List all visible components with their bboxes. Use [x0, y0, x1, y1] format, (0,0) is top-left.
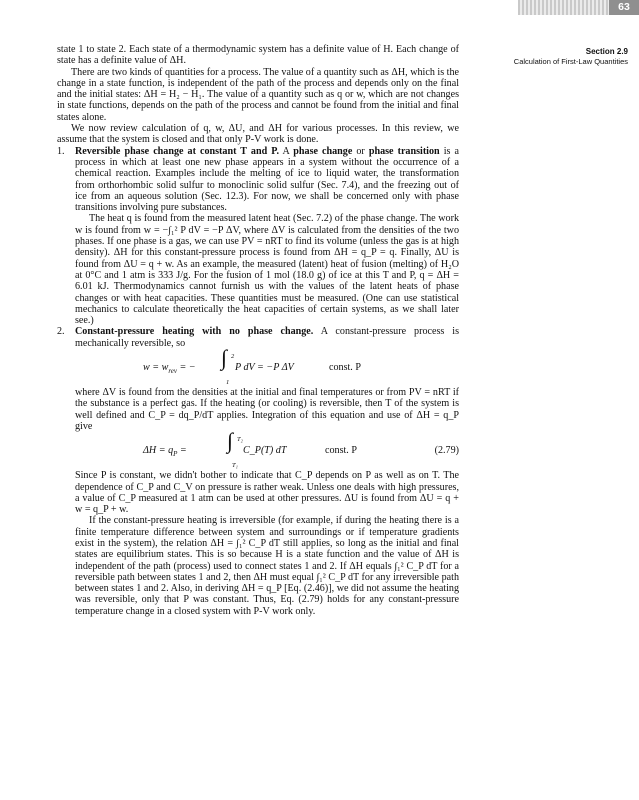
section-number: Section 2.9 [585, 47, 628, 56]
equation-body: C_P(T) dT [243, 445, 287, 457]
paragraph: If the constant-pressure heating is irreversible (for example, if during the heating there is a finite temperature difference between system and surroundings or if temperature gradients exist in the system), the relation ΔH = ∫₁² C_P dT still applies, so long as the initial and final states are equilibrium states. This is so because H is a state function and the value of ΔH is independent of the path (process) used to connect states 1 and 2. If ΔH equals ∫₁² C_P dT for a reversible path between states 1 and 2, then ΔH must equal ∫₁² C_P dT for any irreversible path between states 1 and 2. Also, in deriving ΔH = q_P [Eq. (2.46)], we did not assume the heating was reversible, only that P was constant. Thus, Eq. (2.79) holds for any constant-pressure temperature change in a closed system with P-V work only. [75, 515, 459, 617]
equation-condition: const. P [325, 445, 357, 457]
equation-lhs: $\Delta H = q_P$ = [143, 445, 187, 459]
page-number: 63 [609, 0, 639, 15]
list-item-2 [57, 326, 459, 617]
equation-lhs: $w = w_{rev}$ = − [143, 362, 196, 376]
equation-2-79 [75, 428, 459, 470]
equation-body: P dV = −P ΔV [235, 362, 294, 374]
term: phase change [293, 145, 353, 157]
paragraph [75, 146, 459, 214]
section-title: Calculation of First-Law Quantities [513, 57, 628, 66]
term: phase transition [368, 145, 440, 157]
text-run: or [352, 145, 369, 157]
list-number: 2. [57, 326, 65, 338]
integral-lower: T₁ [232, 462, 238, 470]
text-run: is a process in which at least one new phase appears in a system without the occurrence of a chemical reaction. Examples include the melting of ice to liquid water, the transformation from orthorhombic solid sulfur to monoclinic solid sulfur (Sec. 7.4), and the freezing out of ice from an aqueous solution (Sec. 12.3). For now, we shall be concerned only with phase transitions involving pure substances. [75, 145, 459, 214]
item-heading: Constant-pressure heating with no phase change. [75, 326, 314, 338]
equation-number: (2.79) [434, 445, 459, 457]
text-run: A [279, 145, 294, 157]
text-run: A constant-pressure process is mechanically reversible, so [75, 326, 460, 349]
section-heading [514, 47, 628, 67]
paragraph: There are two kinds of quantities for a process. The value of a quantity such as ΔH, which is the change in a state function, is independent of the path of the process and depends only on the final and the initial states: ΔH = H₂ − H₁. The value of a quantity such as q or w, which are not changes in state functions, depends on the path of the process and cannot be found from the initial and final states alone. [57, 66, 459, 123]
integral-upper: 2 [231, 353, 235, 361]
paragraph: where ΔV is found from the densities at the initial and final temperatures or from PV = nRT if the substance is a perfect gas. If the heating (or cooling) is reversible, then T of the system is well defined and C_P = dq_P/dT applies. Integration of this equation and use of ΔH = q_P give [75, 387, 459, 432]
integral-upper: T₂ [237, 436, 243, 444]
item-heading: Reversible phase change at constant T and P. [75, 145, 280, 157]
equation-condition: const. P [329, 362, 361, 374]
integral-lower: 1 [226, 379, 230, 387]
integral-sign: ∫ [227, 428, 234, 454]
paragraph: Since P is constant, we didn't bother to indicate that C_P depends on P as well as on T. The dependence of C_P and C_V on pressure is rather weak. Unless one deals with high pressures, a value of C_P measured at 1 atm can be used at other pressures. ΔU is found from ΔU = q + w = q_P + w. [75, 470, 459, 516]
paragraph [75, 326, 459, 349]
integral-sign: ∫ [221, 345, 228, 371]
equation-work [75, 345, 459, 387]
paragraph: The heat q is found from the measured latent heat (Sec. 7.2) of the phase change. The work w is found from w = −∫₁² P dV = −P ΔV, where ΔV is calculated from the densities of the two phases. If one phase is a gas, we can use PV = nRT to find its volume (unless the gas is at high density). ΔH for this constant-pressure process is found from ΔH = q_P = q. Finally, ΔU is found from ΔU = q + w. As an example, the measured (latent) heat of fusion (melting) of H₂O at 0°C and 1 atm is 333 J/g. For the fusion of 1 mol (18.0 g) of ice at this T and P, q = ΔH = 6.01 kJ. Thermodynamics cannot furnish us with the values of the latent heats of phase changes or with heat capacities. These quantities must be measured. (One can use statistical mechanics to calculate theoretically the heat capacities of certain systems, as we shall later see.) [75, 213, 459, 327]
paragraph: We now review calculation of q, w, ΔU, and ΔH for various processes. In this review, we assume that the system is closed and that only P-V work is done. [57, 123, 459, 146]
list-item-1 [57, 146, 459, 327]
body-text [57, 44, 459, 617]
list-number: 1. [57, 145, 65, 157]
paragraph: state 1 to state 2. Each state of a thermodynamic system has a definite value of H. Each change of state has a definite value of ΔH. [57, 44, 459, 67]
